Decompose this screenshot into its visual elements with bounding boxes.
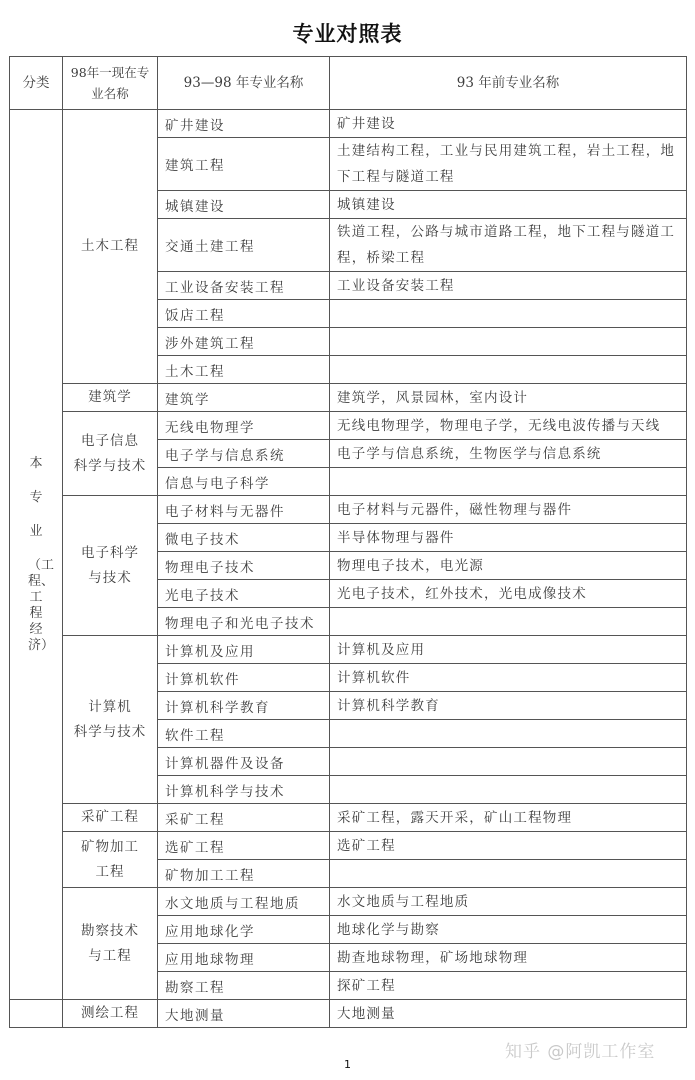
major-pre93-cell: [330, 608, 687, 636]
major-93-98-cell: 物理电子和光电子技术: [158, 608, 330, 636]
current-major-cell: [63, 888, 158, 1000]
major-93-98-cell: 矿物加工工程: [158, 860, 330, 888]
major-93-98-cell: 土木工程: [158, 356, 330, 384]
major-pre93-cell: 计算机及应用: [330, 636, 687, 664]
header-major-pre93: 93 年前专业名称: [330, 57, 687, 110]
table-row: [10, 888, 687, 916]
major-pre93-cell: 地球化学与勘察: [330, 916, 687, 944]
major-pre93-cell: 城镇建设: [330, 191, 687, 219]
major-pre93-cell: 水文地质与工程地质: [330, 888, 687, 916]
current-major-line: 科学与技术: [73, 723, 147, 740]
major-93-98-cell: 建筑学: [158, 384, 330, 412]
major-93-98-cell: 饭店工程: [158, 300, 330, 328]
major-93-98-cell: 物理电子技术: [158, 552, 330, 580]
major-pre93-cell: [330, 776, 687, 804]
major-pre93-cell: 无线电物理学，物理电子学，无线电波传播与天线: [330, 412, 687, 440]
header-major-93-98: 93—98 年专业名称: [158, 57, 330, 110]
current-major-cell: [63, 412, 158, 496]
major-93-98-cell: 计算机科学教育: [158, 692, 330, 720]
category-label-char: 专: [29, 489, 43, 505]
table-row: [10, 1000, 687, 1028]
major-pre93-cell: [330, 328, 687, 356]
header-current-major: [63, 57, 158, 110]
major-pre93-cell: 大地测量: [330, 1000, 687, 1028]
major-pre93-cell: 建筑学，风景园林，室内设计: [330, 384, 687, 412]
major-pre93-cell: 光电子技术，红外技术，光电成像技术: [330, 580, 687, 608]
major-93-98-cell: 计算机及应用: [158, 636, 330, 664]
category-main-vertical-label: [28, 455, 55, 654]
major-93-98-cell: 城镇建设: [158, 191, 330, 219]
current-major-cell: 建筑学: [63, 384, 158, 412]
major-pre93-cell: [330, 468, 687, 496]
current-major-line: 矿物加工: [81, 838, 139, 855]
major-93-98-cell: 勘察工程: [158, 972, 330, 1000]
major-93-98-cell: 应用地球化学: [158, 916, 330, 944]
current-major-cell: 土木工程: [63, 110, 158, 384]
table-row: [10, 412, 687, 440]
table-row: [10, 832, 687, 860]
current-major-cell: 测绘工程: [63, 1000, 158, 1028]
table-row: [10, 110, 687, 138]
major-pre93-cell: 电子材料与元器件，磁性物理与器件: [330, 496, 687, 524]
table-row: [10, 384, 687, 412]
current-major-line: 勘察技术: [81, 922, 139, 939]
page-number: 1: [344, 1058, 351, 1071]
current-major-cell: 采矿工程: [63, 804, 158, 832]
major-93-98-cell: 大地测量: [158, 1000, 330, 1028]
current-major-cell: [63, 496, 158, 636]
document-title: 专业对照表: [292, 22, 403, 46]
major-pre93-cell: [330, 300, 687, 328]
major-93-98-cell: 信息与电子科学: [158, 468, 330, 496]
major-pre93-cell: 物理电子技术，电光源: [330, 552, 687, 580]
current-major-cell: [63, 832, 158, 888]
category-label-char: 工程: [29, 589, 43, 621]
watermark: 知乎 @阿凯工作室: [505, 1042, 656, 1062]
current-major-line: 与工程: [88, 947, 132, 964]
current-major-line: 电子信息: [81, 432, 139, 449]
current-major-line: 与技术: [88, 569, 132, 586]
current-major-cell: [63, 636, 158, 804]
table-row: [10, 496, 687, 524]
major-pre93-cell: 选矿工程: [330, 832, 687, 860]
major-93-98-cell: 电子材料与无器件: [158, 496, 330, 524]
major-pre93-cell: [330, 748, 687, 776]
major-93-98-cell: 建筑工程: [158, 138, 330, 191]
major-pre93-cell: 工业设备安装工程: [330, 272, 687, 300]
major-pre93-cell: 计算机科学教育: [330, 692, 687, 720]
major-93-98-cell: 计算机软件: [158, 664, 330, 692]
current-major-line: 工程: [95, 863, 125, 880]
current-major-line: 电子科学: [81, 544, 139, 561]
category-label-char: （工: [28, 557, 55, 573]
header-current-major-text: 98年一现在专业名称: [70, 64, 150, 101]
major-pre93-cell: [330, 720, 687, 748]
major-93-98-cell: 采矿工程: [158, 804, 330, 832]
major-pre93-cell: 勘查地球物理，矿场地球物理: [330, 944, 687, 972]
major-93-98-cell: 工业设备安装工程: [158, 272, 330, 300]
major-pre93-cell: 矿井建设: [330, 110, 687, 138]
header-category: 分类: [10, 57, 63, 110]
major-pre93-cell: [330, 356, 687, 384]
category-label-char: 业: [29, 523, 43, 539]
major-pre93-cell: [330, 860, 687, 888]
major-pre93-cell: 半导体物理与器件: [330, 524, 687, 552]
major-pre93-cell: 探矿工程: [330, 972, 687, 1000]
major-pre93-cell: 土建结构工程，工业与民用建筑工程，岩土工程，地下工程与隧道工程: [330, 138, 687, 191]
category-label-char: 经济）: [28, 621, 55, 653]
major-93-98-cell: 无线电物理学: [158, 412, 330, 440]
table-row: [10, 804, 687, 832]
major-93-98-cell: 计算机器件及设备: [158, 748, 330, 776]
current-major-line: 科学与技术: [73, 457, 147, 474]
category-label-char: 程、: [28, 573, 55, 589]
major-93-98-cell: 光电子技术: [158, 580, 330, 608]
table-row: [10, 636, 687, 664]
table-header-row: [10, 57, 687, 110]
category-main-cell: [10, 110, 63, 1000]
major-93-98-cell: 水文地质与工程地质: [158, 888, 330, 916]
major-pre93-cell: 计算机软件: [330, 664, 687, 692]
major-93-98-cell: 计算机科学与技术: [158, 776, 330, 804]
major-93-98-cell: 应用地球物理: [158, 944, 330, 972]
major-pre93-cell: 铁道工程，公路与城市道路工程，地下工程与隧道工程，桥梁工程: [330, 219, 687, 272]
major-93-98-cell: 电子学与信息系统: [158, 440, 330, 468]
major-pre93-cell: 采矿工程，露天开采，矿山工程物理: [330, 804, 687, 832]
current-major-line: 计算机: [88, 698, 132, 715]
major-comparison-table: [9, 56, 687, 1028]
category-label-char: 本: [29, 455, 43, 471]
major-93-98-cell: 涉外建筑工程: [158, 328, 330, 356]
major-93-98-cell: 微电子技术: [158, 524, 330, 552]
major-93-98-cell: 选矿工程: [158, 832, 330, 860]
major-93-98-cell: 交通土建工程: [158, 219, 330, 272]
major-93-98-cell: 软件工程: [158, 720, 330, 748]
major-93-98-cell: 矿井建设: [158, 110, 330, 138]
major-pre93-cell: 电子学与信息系统，生物医学与信息系统: [330, 440, 687, 468]
category-empty-cell: [10, 1000, 63, 1028]
